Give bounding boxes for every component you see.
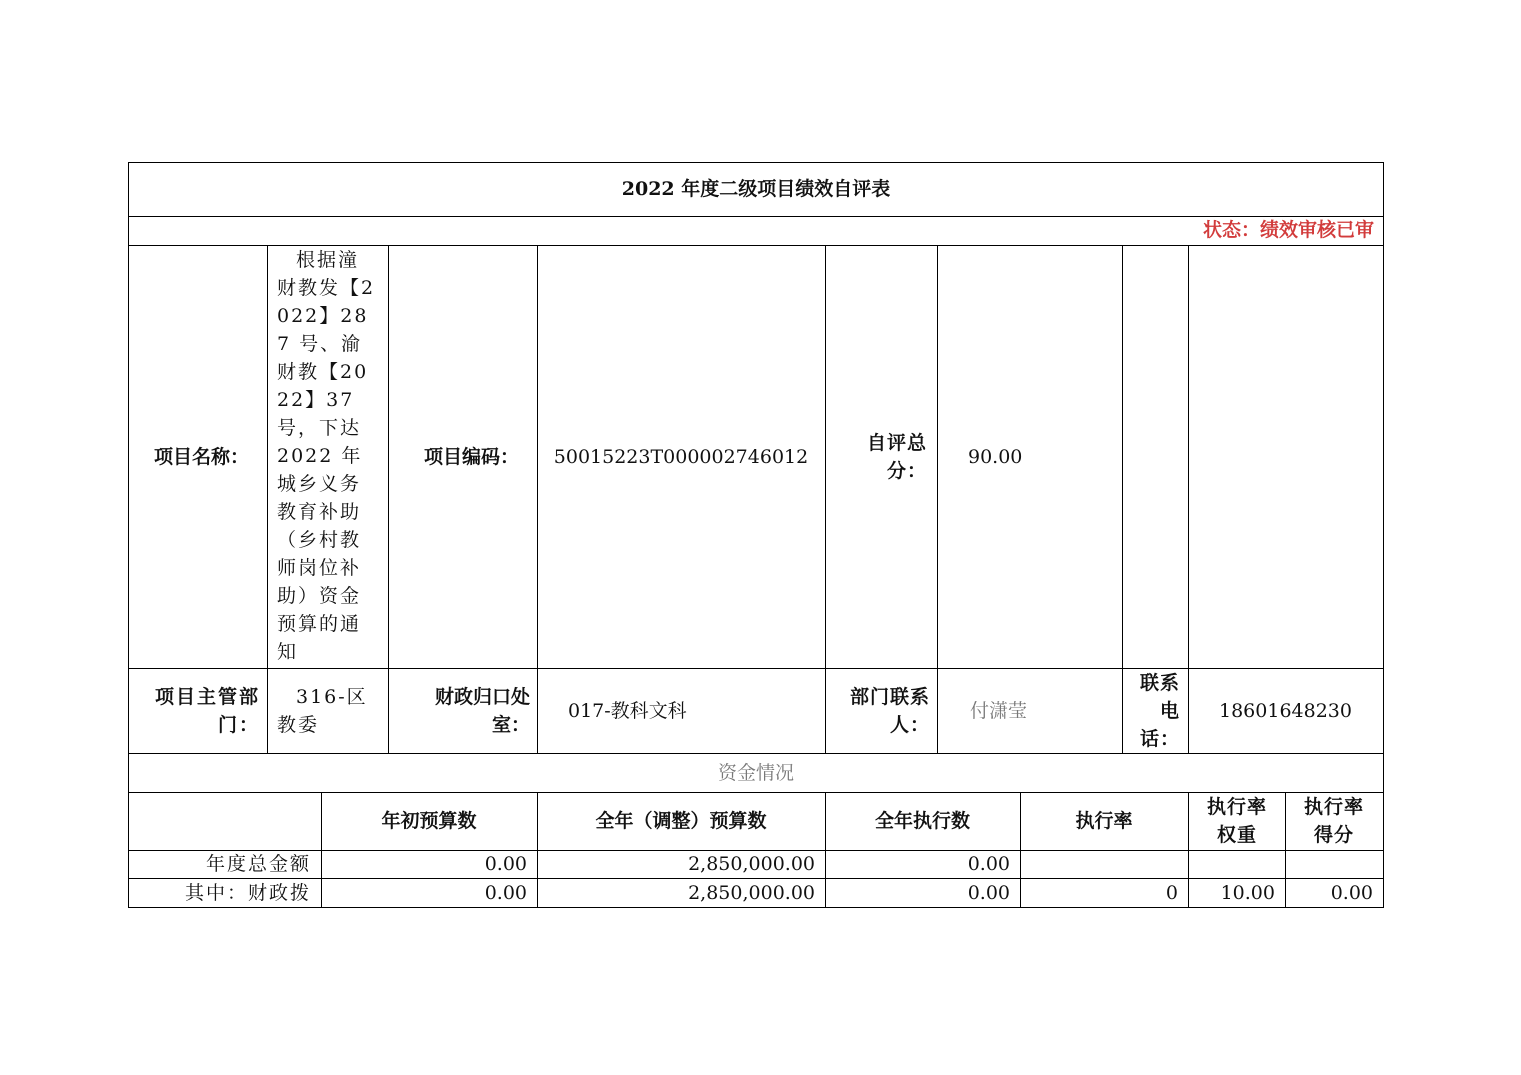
department-label: 项目主管部门： [154, 686, 260, 736]
funds-section-title: 资金情况 [717, 762, 794, 784]
project-code-label: 项目编码： [423, 446, 519, 468]
header-adjusted-budget: 全年（调整）预算数 [595, 810, 767, 832]
row-label: 其中：财政拨 [184, 882, 311, 904]
row-label: 年度总金额 [205, 853, 311, 875]
row-score: 0.00 [1330, 882, 1373, 904]
status-text: 状态：绩效审核已审 [1202, 219, 1374, 241]
project-name-label: 项目名称： [153, 446, 249, 468]
row-adjusted: 2,850,000.00 [688, 853, 815, 875]
self-score-label: 自评总分： [866, 432, 927, 482]
header-rate-score: 执行率得分 [1303, 796, 1364, 846]
contact-label: 部门联系人： [849, 686, 930, 736]
phone-label: 联系电话： [1139, 672, 1180, 750]
header-initial-budget: 年初预算数 [381, 810, 477, 832]
finance-office-label: 财政归口处室： [434, 686, 530, 736]
finance-office-value: 017-教科文科 [568, 700, 687, 722]
row-executed: 0.00 [967, 882, 1010, 904]
department-value: 316-区教委 [277, 686, 368, 736]
phone-value: 18601648230 [1219, 700, 1352, 722]
project-name-value: 根据潼财教发【2022】287 号、渝财教【2022】37 号，下达 2022 年城乡义务教育补助（乡村教师岗位补助）资金预算的通知 [277, 249, 376, 663]
contact-value: 付潇莹 [970, 700, 1028, 722]
row-weight: 10.00 [1220, 882, 1275, 904]
self-score-value: 90.00 [968, 446, 1023, 468]
row-executed: 0.00 [967, 853, 1010, 875]
row-rate: 0 [1165, 882, 1178, 904]
project-code-value: 50015223T000002746012 [553, 446, 809, 468]
header-execution-rate: 执行率 [1075, 810, 1133, 832]
form-title: 2022 年度二级项目绩效自评表 [621, 178, 891, 200]
header-executed: 全年执行数 [874, 810, 970, 832]
row-adjusted: 2,850,000.00 [688, 882, 815, 904]
row-initial: 0.00 [484, 882, 527, 904]
header-rate-weight: 执行率权重 [1206, 796, 1267, 846]
row-initial: 0.00 [484, 853, 527, 875]
